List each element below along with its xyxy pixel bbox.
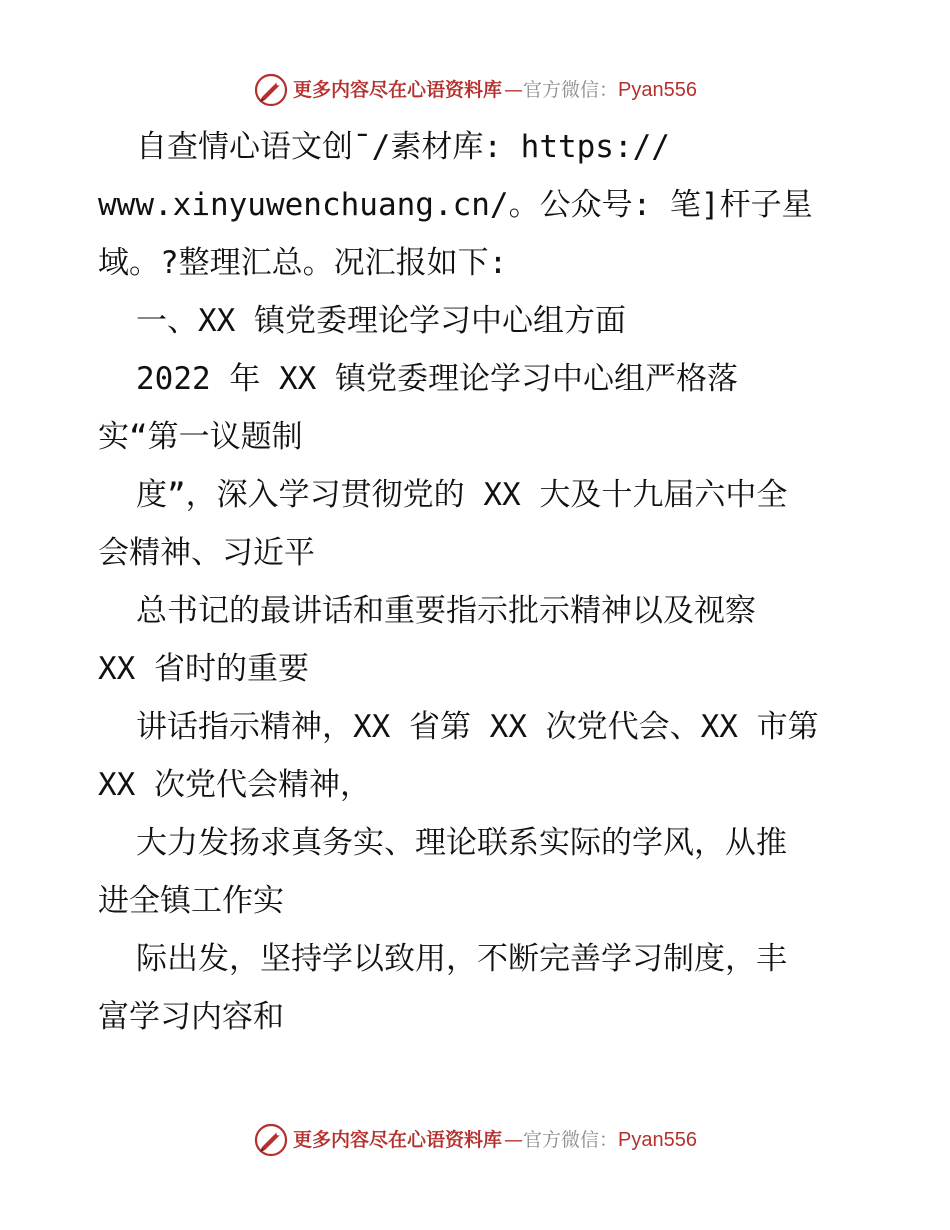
footer-watermark bbox=[0, 1120, 950, 1160]
pen-logo-icon bbox=[253, 1122, 289, 1158]
watermark-brand-text: 更多内容尽在心语资料库 bbox=[293, 78, 503, 101]
paragraph-line: 自查情心语文创¯/素材库: https:// bbox=[136, 129, 670, 165]
paragraph-line: 总书记的最讲话和重要指示批示精神以及视察 bbox=[136, 593, 756, 629]
watermark-wechat-id: Pyan556 bbox=[618, 79, 697, 101]
watermark-wechat-id: Pyan556 bbox=[618, 1129, 697, 1151]
paragraph-line: 域。?整理汇总。况汇报如下: bbox=[98, 245, 508, 281]
watermark-brand-text: 更多内容尽在心语资料库 bbox=[293, 1128, 503, 1151]
paragraph-line: 讲话指示精神，XX 省第 XX 次党代会、XX 市第 bbox=[136, 709, 819, 745]
header-watermark bbox=[0, 70, 950, 110]
watermark-separator: — bbox=[504, 78, 522, 101]
paragraph-line: 大力发扬求真务实、理论联系实际的学风，从推 bbox=[136, 825, 787, 861]
watermark-wechat-label: 官方微信： bbox=[523, 1128, 619, 1151]
paragraph-line: 富学习内容和 bbox=[98, 999, 284, 1035]
paragraph-line: 度”，深入学习贯彻党的 XX 大及十九届六中全 bbox=[136, 477, 788, 513]
watermark-separator: — bbox=[504, 1128, 522, 1151]
paragraph-line: www.xinyuwenchuang.cn/。公众号: 笔]杆子星 bbox=[98, 187, 813, 223]
watermark-wechat-label: 官方微信： bbox=[523, 78, 619, 101]
paragraph-line: 进全镇工作实 bbox=[98, 883, 284, 919]
pen-logo-icon bbox=[253, 72, 289, 108]
document-body bbox=[98, 118, 888, 1046]
paragraph-line: XX 省时的重要 bbox=[98, 651, 309, 687]
paragraph-line: 实“第一议题制 bbox=[98, 419, 303, 455]
paragraph-line: 会精神、习近平 bbox=[98, 535, 315, 571]
paragraph-line: 际出发，坚持学以致用，不断完善学习制度，丰 bbox=[136, 941, 787, 977]
paragraph-line: XX 次党代会精神， bbox=[98, 767, 371, 803]
paragraph-line: 2022 年 XX 镇党委理论学习中心组严格落 bbox=[136, 361, 738, 397]
section-heading: 一、XX 镇党委理论学习中心组方面 bbox=[136, 303, 626, 339]
